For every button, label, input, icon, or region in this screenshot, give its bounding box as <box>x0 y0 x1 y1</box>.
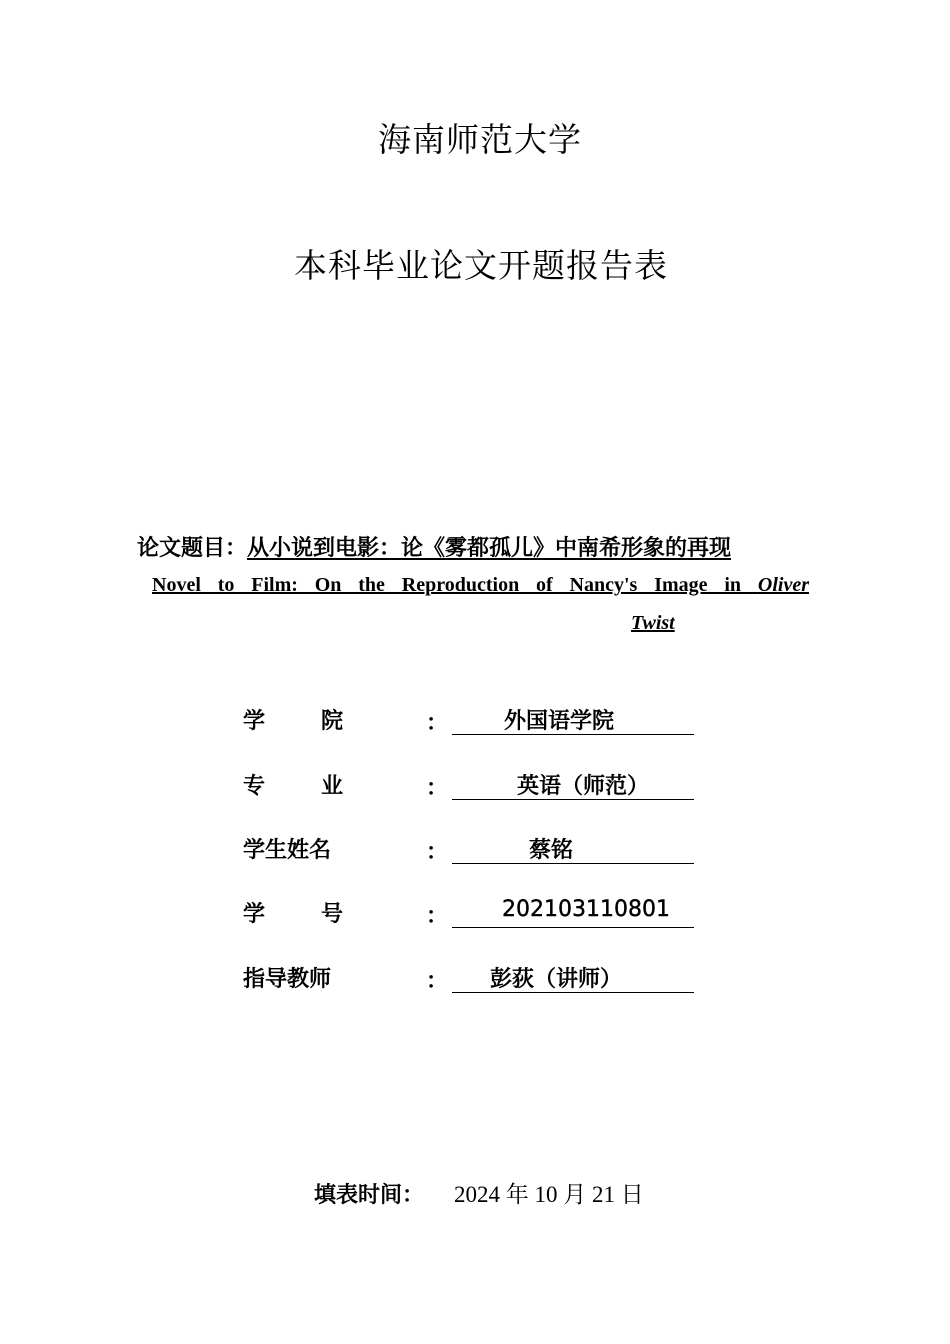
field-value-student-name <box>452 833 694 864</box>
field-value-college <box>452 704 694 735</box>
thesis-title-en-main: Novel to Film: On the Reproduction of Nancy's Image in <box>152 574 742 596</box>
field-label-college: 学院 <box>243 709 343 734</box>
field-colon: ： <box>426 711 449 736</box>
university-name: 海南师范大学 <box>378 120 582 159</box>
field-value-advisor <box>452 962 694 993</box>
thesis-title-en-line1 <box>152 574 809 597</box>
field-colon: ： <box>426 776 449 801</box>
fill-date-label: 填表时间： <box>314 1183 425 1208</box>
thesis-title-cn <box>137 531 837 562</box>
field-row-student-id <box>243 897 703 931</box>
field-row-student-name <box>243 833 703 867</box>
field-row-advisor <box>243 962 703 996</box>
field-value-text: 202103110801 <box>502 897 670 922</box>
thesis-title-label: 论文题目： <box>137 536 248 561</box>
field-row-major <box>243 769 703 803</box>
form-title: 本科毕业论文开题报告表 <box>294 246 668 285</box>
field-label-student-name: 学生姓名 <box>243 838 332 863</box>
fill-date <box>314 1176 644 1209</box>
thesis-title-en-line2: Twist <box>631 612 675 634</box>
field-label-advisor: 指导教师 <box>243 967 332 992</box>
thesis-title-cn-value: 从小说到电影：论《雾都孤儿》中南希形象的再现 <box>247 536 732 561</box>
field-label-major: 专业 <box>243 774 343 799</box>
field-value-text: 彭荻（讲师） <box>490 967 623 992</box>
field-value-major <box>452 769 694 800</box>
fill-date-value: 2024 年 10 月 21 日 <box>454 1182 644 1207</box>
field-value-text: 蔡铭 <box>529 838 574 863</box>
field-label-student-id: 学号 <box>243 902 343 927</box>
field-value-student-id <box>452 897 694 928</box>
field-colon: ： <box>426 840 449 865</box>
field-colon: ： <box>426 969 449 994</box>
field-row-college <box>243 704 703 738</box>
field-value-text: 外国语学院 <box>504 709 615 734</box>
thesis-title-en-italic: Oliver <box>757 574 809 596</box>
field-value-text: 英语（师范） <box>517 774 650 799</box>
field-colon: ： <box>426 904 449 929</box>
